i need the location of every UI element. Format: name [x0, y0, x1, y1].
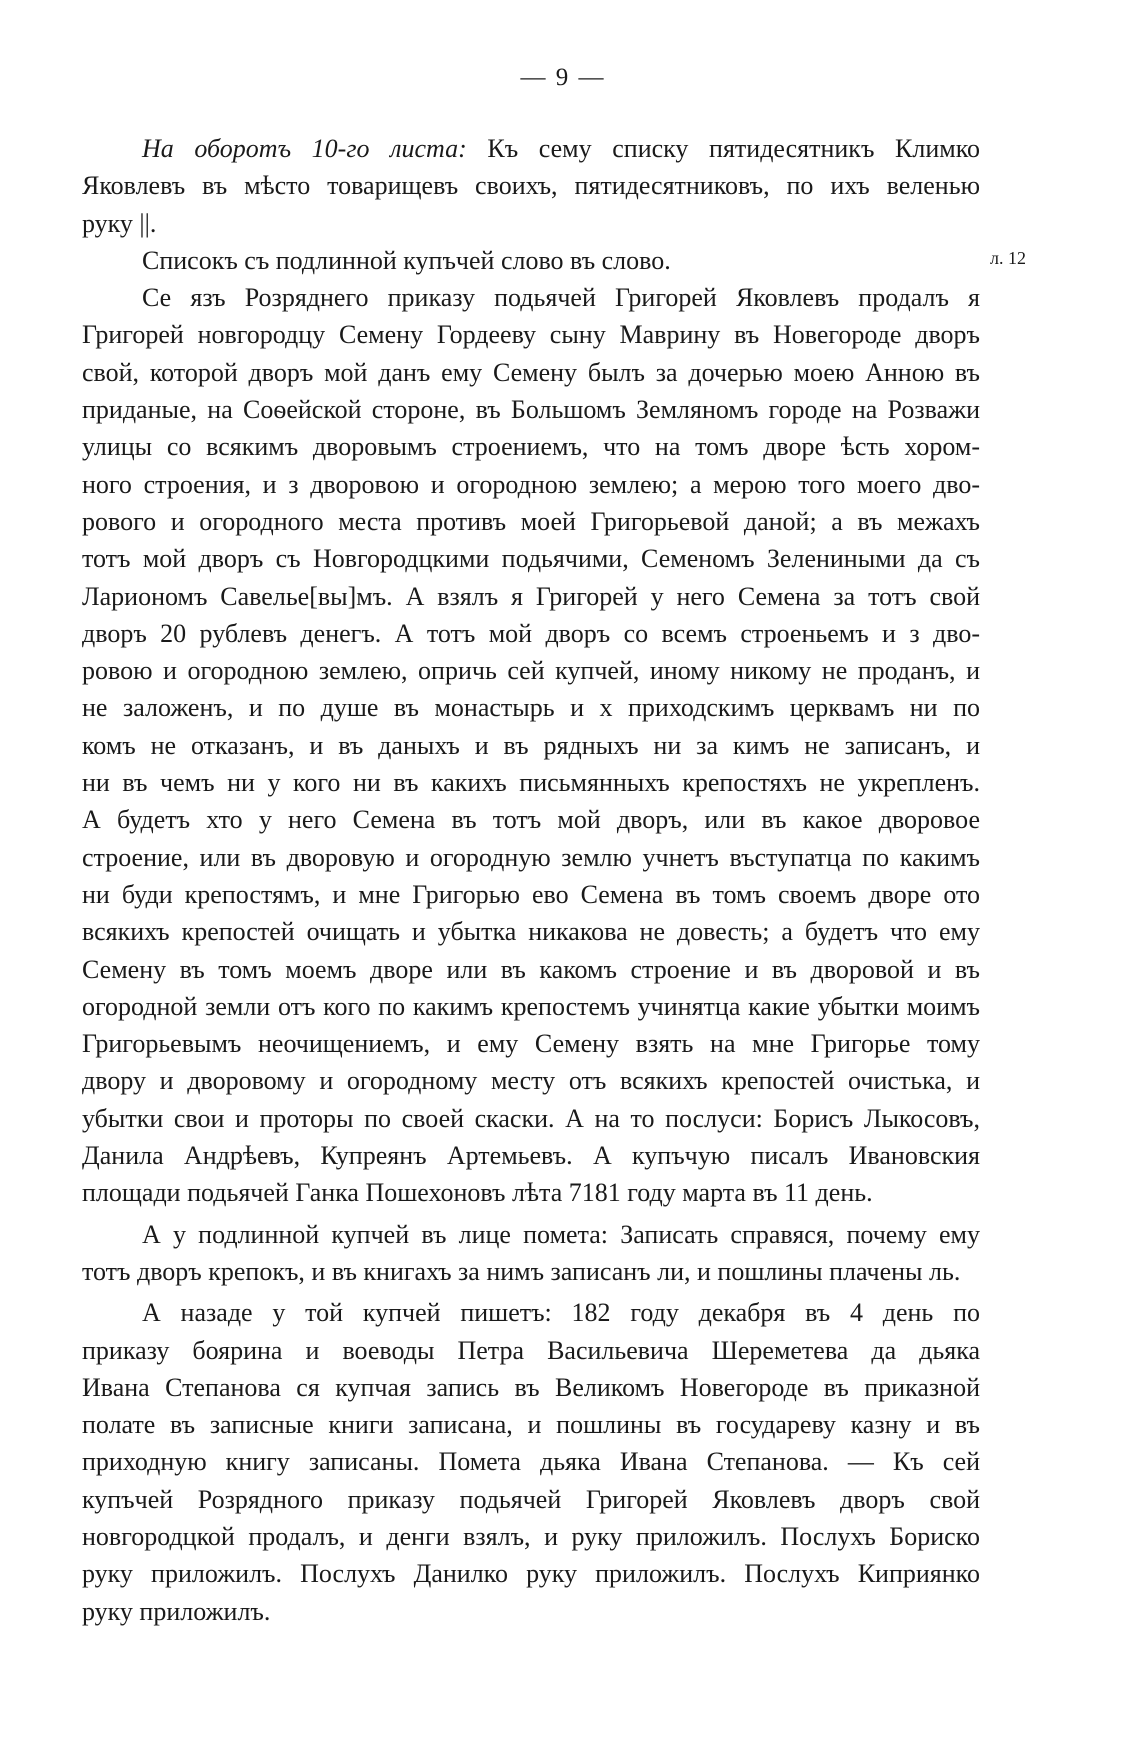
text-line: огородной земли отъ кого по какимъ крепостемъ учинятца какие убытки моимъ — [82, 991, 980, 1021]
text-line: Ивана Степанова ся купчая запись въ Великомъ Новегороде въ приказной — [82, 1372, 980, 1402]
text-line: не заложенъ, и по душе въ монастырь и х приходскимъ церквамъ ни по — [82, 693, 980, 723]
text-line: приходную книгу записаны. Помета дьяка Ивана Степанова. — Къ сей — [82, 1447, 980, 1477]
text-line: тотъ дворъ крепокъ, и въ книгахъ за нимъ записанъ ли, и пошлины плачены ль. — [82, 1256, 961, 1286]
text-line: строение, или въ дворовую и огородную землю учнетъ въступатца по какимъ — [82, 842, 980, 872]
text-line: двору и дворовому и огородному месту отъ всякихъ крепостей очистька, и — [82, 1066, 980, 1096]
text-line: Данила Андрѣевъ, Купреянъ Артемьевъ. А купъчую писалъ Ивановския — [82, 1141, 980, 1171]
text-line: приказу боярина и воеводы Петра Васильевича Шереметева да дьяка — [82, 1335, 980, 1365]
text-line: площади подьячей Ганка Пошехоновъ лѣта 7181 году марта въ 11 день. — [82, 1178, 873, 1208]
margin-note-leaf: л. 12 — [990, 248, 1026, 268]
text-line: приданые, на Соѳейской стороне, въ Большомъ Земляномъ городе на Розважи — [82, 395, 980, 425]
body-text — [82, 130, 980, 1630]
text-line: убытки свои и проторы по своей скаски. А на то послуси: Борисъ Лыкосовъ, — [82, 1103, 980, 1133]
text-line: Григорей новгородцу Семену Гордееву сыну Маврину въ Новегороде дворъ — [82, 320, 980, 350]
italic-lead: На оборотъ 10-го листа: — [142, 134, 467, 163]
text-line: всякихъ крепостей очищать и убытка никакова не довесть; а будетъ что ему — [82, 917, 980, 947]
text-line: дворъ 20 рублевъ денегъ. А тотъ мой дворъ со всемъ строеньемъ и з дво- — [82, 618, 980, 648]
text-line: комъ не отказанъ, и въ даныхъ и въ рядныхъ ни за кимъ не записанъ, и — [82, 730, 980, 760]
text-line: Григорьевымъ неочищениемъ, и ему Семену взять на мне Григорье тому — [82, 1029, 980, 1059]
text-line: Се язъ Розряднего приказу подьячей Григорей Яковлевъ продалъ я — [142, 283, 980, 313]
text-line: руку ||. — [82, 208, 157, 238]
page-number: — 9 — — [520, 64, 606, 91]
text-line: руку приложилъ. — [82, 1596, 271, 1626]
text-line: А будетъ хто у него Семена въ тотъ мой дворъ, или въ какое дворовое — [82, 805, 980, 835]
text-line: тотъ мой дворъ съ Новгородцкими подьячими, Семеномъ Зелениными да съ — [82, 544, 980, 574]
text-line: Списокъ съ подлинной купъчей слово въ слово. — [142, 245, 671, 275]
text-line: ровою и огородною землею, опричь сей купчей, иному никому не проданъ, и — [82, 656, 980, 686]
text-line: ни въ чемъ ни у кого ни въ какихъ письмянныхъ крепостяхъ не укрепленъ. — [82, 768, 980, 798]
text-span: Къ сему списку пятидесятникъ Климко — [487, 134, 981, 163]
text-line: А назаде у той купчей пишетъ: 182 году декабря въ 4 день по — [142, 1298, 980, 1328]
text-line: свой, которой дворъ мой данъ ему Семену былъ за дочерью моею Анною въ — [82, 357, 980, 387]
text-line: А у подлинной купчей въ лице помета: Записать справяся, почему ему — [142, 1219, 980, 1249]
text-line: купъчей Розрядного приказу подьячей Григорей Яковлевъ дворъ свой — [82, 1484, 980, 1514]
text-line: ного строения, и з дворовою и огородною землею; а мерою того моего дво- — [82, 469, 980, 499]
text-line: Лариономъ Савелье[вы]мъ. А взялъ я Григорей у него Семена за тотъ свой — [82, 581, 980, 611]
text-line: рового и огородного места противъ моей Григорьевой даной; а въ межахъ — [82, 506, 980, 536]
text-line: Семену въ томъ моемъ дворе или въ какомъ строение и въ дворовой и въ — [82, 954, 980, 984]
text-line: Яковлевъ въ мѣсто товарищевъ своихъ, пятидесятниковъ, по ихъ веленью — [82, 171, 980, 201]
text-line: руку приложилъ. Послухъ Данилко руку приложилъ. Послухъ Киприянко — [82, 1559, 980, 1589]
text-line — [82, 130, 980, 167]
text-line: ни буди крепостямъ, и мне Григорью ево Семена въ томъ своемъ дворе ото — [82, 879, 980, 909]
text-line: улицы со всякимъ дворовымъ строениемъ, что на томъ дворе ѣсть хором- — [82, 432, 980, 462]
text-line: полате въ записные книги записана, и пошлины въ государеву казну и въ — [82, 1410, 980, 1440]
text-line: новгородцкой продалъ, и денги взялъ, и руку приложилъ. Послухъ Бориско — [82, 1521, 980, 1551]
